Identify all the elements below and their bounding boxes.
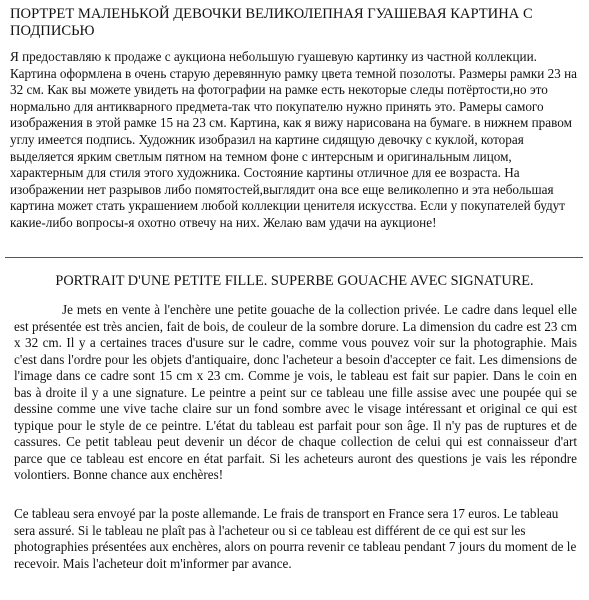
russian-description: Я предоставляю к продаже с аукциона небольшую гуашевую картинку из частной коллекции. Картина оформлена в очень старую деревянную рамку цвета темной позолоты. Размеры рамки 23 на 32 см. Как вы можете увидеть на фотографии на рамке есть некоторые следы потёртости,но это нормально для антикварного предмета-так что покупателю нужно принять это. Рамеры самого изображения в этой рамке 15 на 23 см. Картина, как я вижу нарисована на бумаге. в нижнем правом углу имеется подпись. Художник изобразил на картине сидящую девочку с куклой, которая выделяется ярким светлым пятном на темном фоне с интерсным и оригинальным лицом, характерным для стиля этого художника. Состояние картины отличное для ее возраста. На изображении нет разрывов либо помятостей,выглядит она все еще великолепно и эта небольшая картина может стать украшением любой коллекции ценителя искусства. Если у покупателей будут какие-либо вопросы-я охотно отвечу на них. Желаю вам удачи на аукционе! [10, 49, 577, 230]
french-shipping-info: Ce tableau sera envoyé par la poste allemande. Le frais de transport en France sera 17 euros. Le tableau sera assuré. Si le tableau ne plaît pas à l'acheteur ou si ce tableau est différent de ce qui est sur les photographies présentées aux enchères, alors on pourra revenir ce tableau pendant 7 jours du moment de le recevoir. Mais l'acheteur doit m'informer par avance. [14, 506, 577, 571]
russian-section [10, 6, 578, 232]
russian-title: ПОРТРЕТ МАЛЕНЬКОЙ ДЕВОЧКИ ВЕЛИКОЛЕПНАЯ ГУАШЕВАЯ КАРТИНА С ПОДПИСЬЮ [10, 6, 533, 39]
french-title: PORTRAIT D'UNE PETITE FILLE. SUPERBE GOUACHE AVEC SIGNATURE. [55, 273, 534, 289]
french-description: Je mets en vente à l'enchère une petite gouache de la collection privée. Le cadre dans lequel elle est présentée est très ancien, fait de bois, de couleur de la sombre dorure. La dimension du cadre est 23 cm x 32 cm. Il y a certaines traces d'usure sur le cadre, comme vous pouvez voir sur la photographie. Mais c'est dans l'ordre pour les objets d'antiquaire, donc l'acheteur a besoin d'accepter ce fait. Les dimensions de l'image dans ce cadre sont 15 cm x 23 cm. Comme je vois, le tableau est fait sur papier. Dans le coin en bas à droite il y a une signature. Le peintre a peint sur ce tableau une fille assise avec une poupée qui se dessine comme une vive tache claire sur un fond sombre avec le visage intéressant et original ce qui est typique pour le style de ce peintre. L'état du tableau est parfait pour son âge. Il n'y pas de ruptures et de cassures. Ce petit tableau peut devenir un décor de chaque collection de celui qui est connaisseur d'art parce que ce tableau est encore en état parfait. Si les acheteurs auront des questions je vais les répondre volontiers. Bonne chance aux enchères! [14, 302, 577, 482]
section-divider [5, 257, 583, 258]
